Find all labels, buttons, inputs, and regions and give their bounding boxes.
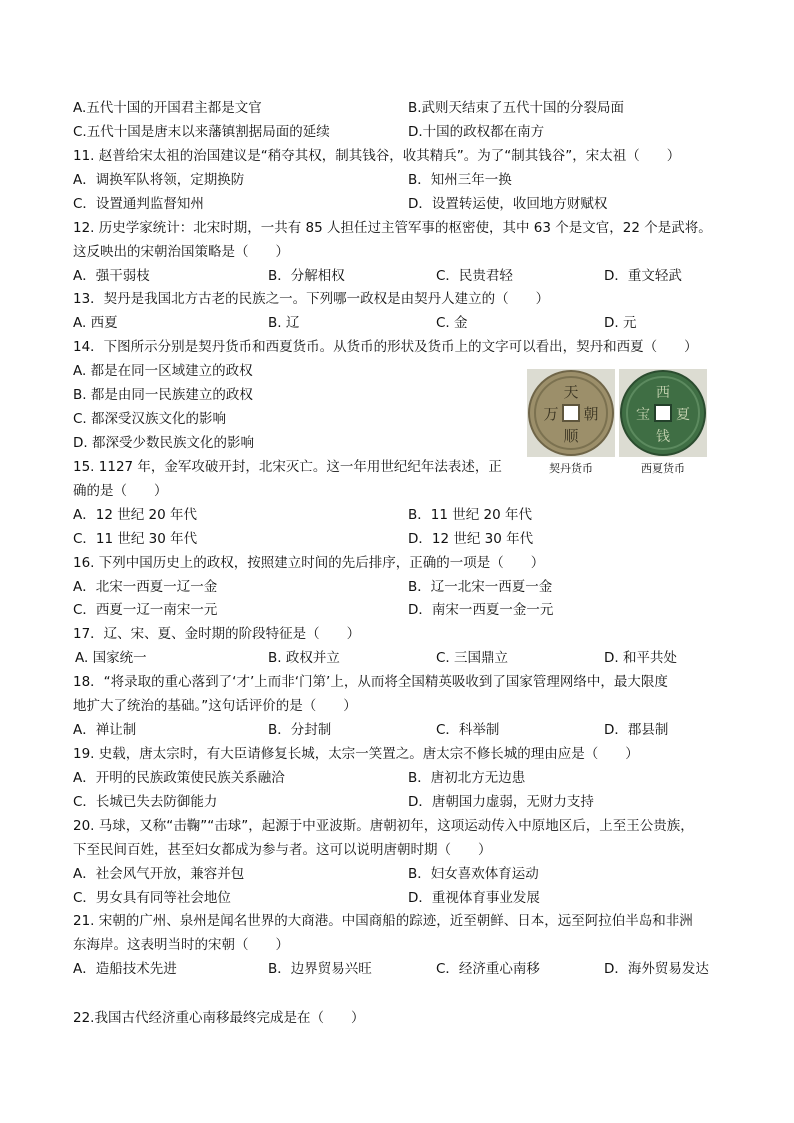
khitan-coin-hole <box>563 405 579 421</box>
q17-option-a: A. 国家统一 <box>75 650 147 666</box>
xixia-coin-char-right: 夏 <box>676 407 690 423</box>
q19-stem: 19. 史载，唐太宗时，有大臣请修复长城，太宗一笑置之。唐太宗不修长城的理由应是（ ） <box>73 746 639 762</box>
q15-option-d: D．12 世纪 30 年代 <box>408 531 534 547</box>
q21-option-b: B．边界贸易兴旺 <box>268 961 372 977</box>
q15-option-b: B．11 世纪 20 年代 <box>408 507 532 523</box>
q14-stem: 14．下图所示分别是契丹货币和西夏货币。从货币的形状及货币上的文字可以看出，契丹和西夏（ ） <box>73 339 698 355</box>
q16-option-d: D．南宋一西夏一金一元 <box>408 602 554 618</box>
q21-stem-line1: 21. 宋朝的广州、泉州是闻名世界的大商港。中国商船的踪迹，近至朝鲜、日本，远至阿拉伯半岛和非洲 <box>73 913 693 929</box>
q14-option-b: B. 都是由同一民族建立的政权 <box>73 387 253 403</box>
q20-stem-line1: 20. 马球，又称“击鞠”“击球”，起源于中亚波斯。唐朝初年，这项运动传入中原地区后，上至王公贵族， <box>73 818 694 834</box>
q10-option-d: D.十国的政权都在南方 <box>408 124 545 140</box>
q14-option-a: A. 都是在同一区域建立的政权 <box>73 363 253 379</box>
q12-option-c: C．民贵君轻 <box>436 268 513 284</box>
khitan-coin-image <box>527 369 615 457</box>
xixia-coin-hole <box>655 405 671 421</box>
q22-stem: 22.我国古代经济重心南移最终完成是在（ ） <box>73 1010 365 1026</box>
q18-option-c: C．科举制 <box>436 722 500 738</box>
q18-option-b: B．分封制 <box>268 722 332 738</box>
q12-option-b: B．分解相权 <box>268 268 345 284</box>
xixia-coin-image <box>619 369 707 457</box>
q18-stem-line1: 18．“将录取的重心落到了‘才’上而非‘门第’上，从而将全国精英吸收到了国家管理网络中，最大限度 <box>73 674 668 690</box>
coin-figure <box>527 369 710 477</box>
q16-option-c: C．西夏一辽一南宋一元 <box>73 602 218 618</box>
q11-option-d: D．设置转运使，收回地方财赋权 <box>408 196 608 212</box>
q15-option-c: C．11 世纪 30 年代 <box>73 531 198 547</box>
q20-option-b: B．妇女喜欢体育运动 <box>408 866 539 882</box>
q17-option-b: B. 政权并立 <box>268 650 340 666</box>
q21-stem-line2: 东海岸。这表明当时的宋朝（ ） <box>73 937 289 953</box>
khitan-coin-char-top: 天 <box>563 383 579 401</box>
q13-option-d: D. 元 <box>604 315 637 331</box>
q11-option-b: B．知州三年一换 <box>408 172 512 188</box>
khitan-coin-svg <box>527 369 615 457</box>
q11-option-a: A．调换军队将领，定期换防 <box>73 172 245 188</box>
q18-stem-line2: 地扩大了统治的基础。”这句话评价的是（ ） <box>73 698 357 714</box>
khitan-coin-caption: 契丹货币 <box>549 462 593 475</box>
q19-option-a: A．开明的民族政策使民族关系融洽 <box>73 770 285 786</box>
q17-option-c: C. 三国鼎立 <box>436 650 509 666</box>
q15-option-a: A．12 世纪 20 年代 <box>73 507 197 523</box>
q17-option-d: D. 和平共处 <box>604 650 677 666</box>
q13-stem: 13．契丹是我国北方古老的民族之一。下列哪一政权是由契丹人建立的（ ） <box>73 291 550 307</box>
q10-option-a: A.五代十国的开国君主都是文官 <box>73 100 262 116</box>
khitan-coin-char-left: 万 <box>543 405 559 423</box>
q11-option-c: C．设置通判监督知州 <box>73 196 204 212</box>
q19-option-c: C．长城已失去防御能力 <box>73 794 218 810</box>
q19-option-b: B．唐初北方无边患 <box>408 770 526 786</box>
xixia-coin-char-bottom: 钱 <box>656 429 670 445</box>
q17-stem: 17．辽、宋、夏、金时期的阶段特征是（ ） <box>73 626 361 642</box>
xixia-coin-caption: 西夏货币 <box>641 462 685 475</box>
q20-stem-line2: 下至民间百姓，甚至妇女都成为参与者。这可以说明唐朝时期（ ） <box>73 842 492 858</box>
khitan-coin-char-right: 朝 <box>583 405 599 423</box>
q13-option-b: B. 辽 <box>268 315 300 331</box>
q18-option-a: A．禅让制 <box>73 722 137 738</box>
q12-stem-line1: 12. 历史学家统计：北宋时期，一共有 85 人担任过主管军事的枢密使，其中 63 个是文官，22 个是武将。 <box>73 220 712 236</box>
q16-option-a: A．北宋一西夏一辽一金 <box>73 579 218 595</box>
q11-stem: 11. 赵普给宋太祖的治国建议是“稍夺其权，制其钱谷，收其精兵”。为了“制其钱谷”，宋太祖（ ） <box>73 148 681 164</box>
xixia-coin-svg <box>619 369 707 457</box>
q20-option-c: C．男女具有同等社会地位 <box>73 890 231 906</box>
q10-option-b: B.武则天结束了五代十国的分裂局面 <box>408 100 625 116</box>
khitan-coin-char-bottom: 顺 <box>563 427 579 445</box>
q20-option-d: D．重视体育事业发展 <box>408 890 540 906</box>
q16-option-b: B．辽一北宋一西夏一金 <box>408 579 553 595</box>
q21-option-a: A．造船技术先进 <box>73 961 177 977</box>
q12-option-d: D．重文轻武 <box>604 268 682 284</box>
xixia-coin-char-top: 西 <box>656 385 670 401</box>
q19-option-d: D．唐朝国力虚弱，无财力支持 <box>408 794 594 810</box>
xixia-coin-char-left: 宝 <box>636 407 650 423</box>
q16-stem: 16. 下列中国历史上的政权，按照建立时间的先后排序，正确的一项是（ ） <box>73 555 545 571</box>
q20-option-a: A．社会风气开放，兼容并包 <box>73 866 245 882</box>
q15-stem-line2: 确的是（ ） <box>73 483 168 499</box>
q12-option-a: A．强干弱枝 <box>73 268 150 284</box>
q14-option-d: D. 都深受少数民族文化的影响 <box>73 435 254 451</box>
q14-option-c: C. 都深受汉族文化的影响 <box>73 411 227 427</box>
q10-option-c: C.五代十国是唐末以来藩镇割据局面的延续 <box>73 124 330 140</box>
q21-option-d: D．海外贸易发达 <box>604 961 709 977</box>
q12-stem-line2: 这反映出的宋朝治国策略是（ ） <box>73 244 289 260</box>
q15-stem-line1: 15. 1127 年，金军攻破开封，北宋灭亡。这一年用世纪纪年法表述，正 <box>73 459 502 475</box>
q21-option-c: C．经济重心南移 <box>436 961 540 977</box>
q13-option-c: C. 金 <box>436 315 468 331</box>
q18-option-d: D．郡县制 <box>604 722 669 738</box>
q13-option-a: A. 西夏 <box>73 315 118 331</box>
